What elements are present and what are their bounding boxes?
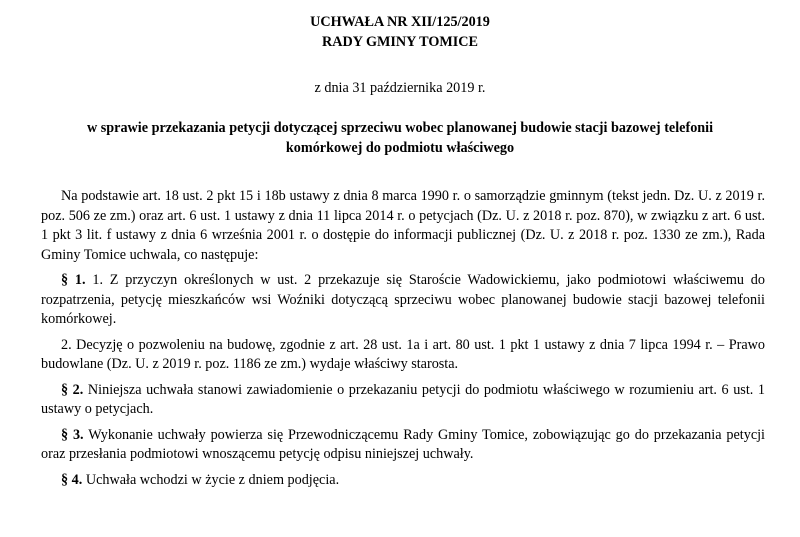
section-text: Wykonanie uchwały powierza się Przewodniczącemu Rady Gminy Tomice, zobowiązując go do przekazania petycji oraz przesłania podmiotowi wnoszącemu petycję odpisu niniejszej uchwały.	[41, 426, 765, 462]
subject-line-1: w sprawie przekazania petycji dotyczącej sprzeciwu wobec planowanej budowie stacji bazowej telefonii	[86, 120, 714, 136]
section-text: 1. Z przyczyn określonych w ust. 2 przekazuje się Staroście Wadowickiemu, jako podmiotowi właściwemu do rozpatrzenia, petycję mieszkańców wsi Woźniki dotyczącą sprzeciwu wobec planowanej budowie stacji bazowej telefonii komórkowej.	[41, 272, 765, 327]
section-3-paragraph	[41, 426, 765, 465]
section-2-paragraph	[41, 381, 765, 420]
resolution-date: z dnia 31 października 2019 r.	[314, 80, 486, 96]
section-1-paragraph-2	[41, 336, 765, 375]
section-mark: § 4.	[61, 471, 83, 488]
resolution-subject	[30, 118, 770, 158]
section-mark: § 3.	[61, 426, 84, 443]
section-1-paragraph-1	[41, 271, 765, 330]
council-name: RADY GMINY TOMICE	[321, 34, 479, 50]
section-text: Niniejsza uchwała stanowi zawiadomienie o przekazaniu petycji do podmiotu właściwego w rozumieniu art. 6 ust. 1 ustawy o petycjach.	[41, 381, 765, 417]
section-mark: § 1.	[61, 272, 86, 288]
section-4-paragraph	[41, 471, 765, 491]
section-text: 2. Decyzję o pozwoleniu na budowę, zgodnie z art. 28 ust. 1a i art. 80 ust. 1 pkt 1 ustawy z dnia 7 lipca 1994 r. – Prawo budowlane (Dz. U. z 2019 r. poz. 1186 ze zm.) wydaje właściwy starosta.	[41, 336, 765, 372]
resolution-number: UCHWAŁA NR XII/125/2019	[310, 14, 490, 30]
subject-line-2: komórkowej do podmiotu właściwego	[285, 140, 515, 156]
preamble-paragraph: Na podstawie art. 18 ust. 2 pkt 15 i 18b ustawy z dnia 8 marca 1990 r. o samorządzie gminnym (tekst jedn. Dz. U. z 2019 r. poz. 506 ze zm.) oraz art. 6 ust. 1 ustawy z dnia 11 lipca 2014 r. o petycjach (Dz. U. z 2018 r. poz. 870), w związku z art. 6 ust. 1 pkt 3 lit. f ustawy z dnia 6 września 2001 r. o dostępie do informacji publicznej (Dz. U. z 2018 r. poz. 1330 ze zm.), Rada Gminy Tomice uchwala, co następuje:	[41, 188, 765, 263]
resolution-body	[41, 187, 765, 490]
section-mark: § 2.	[61, 381, 84, 398]
section-text: Uchwała wchodzi w życie z dniem podjęcia.	[82, 471, 340, 488]
